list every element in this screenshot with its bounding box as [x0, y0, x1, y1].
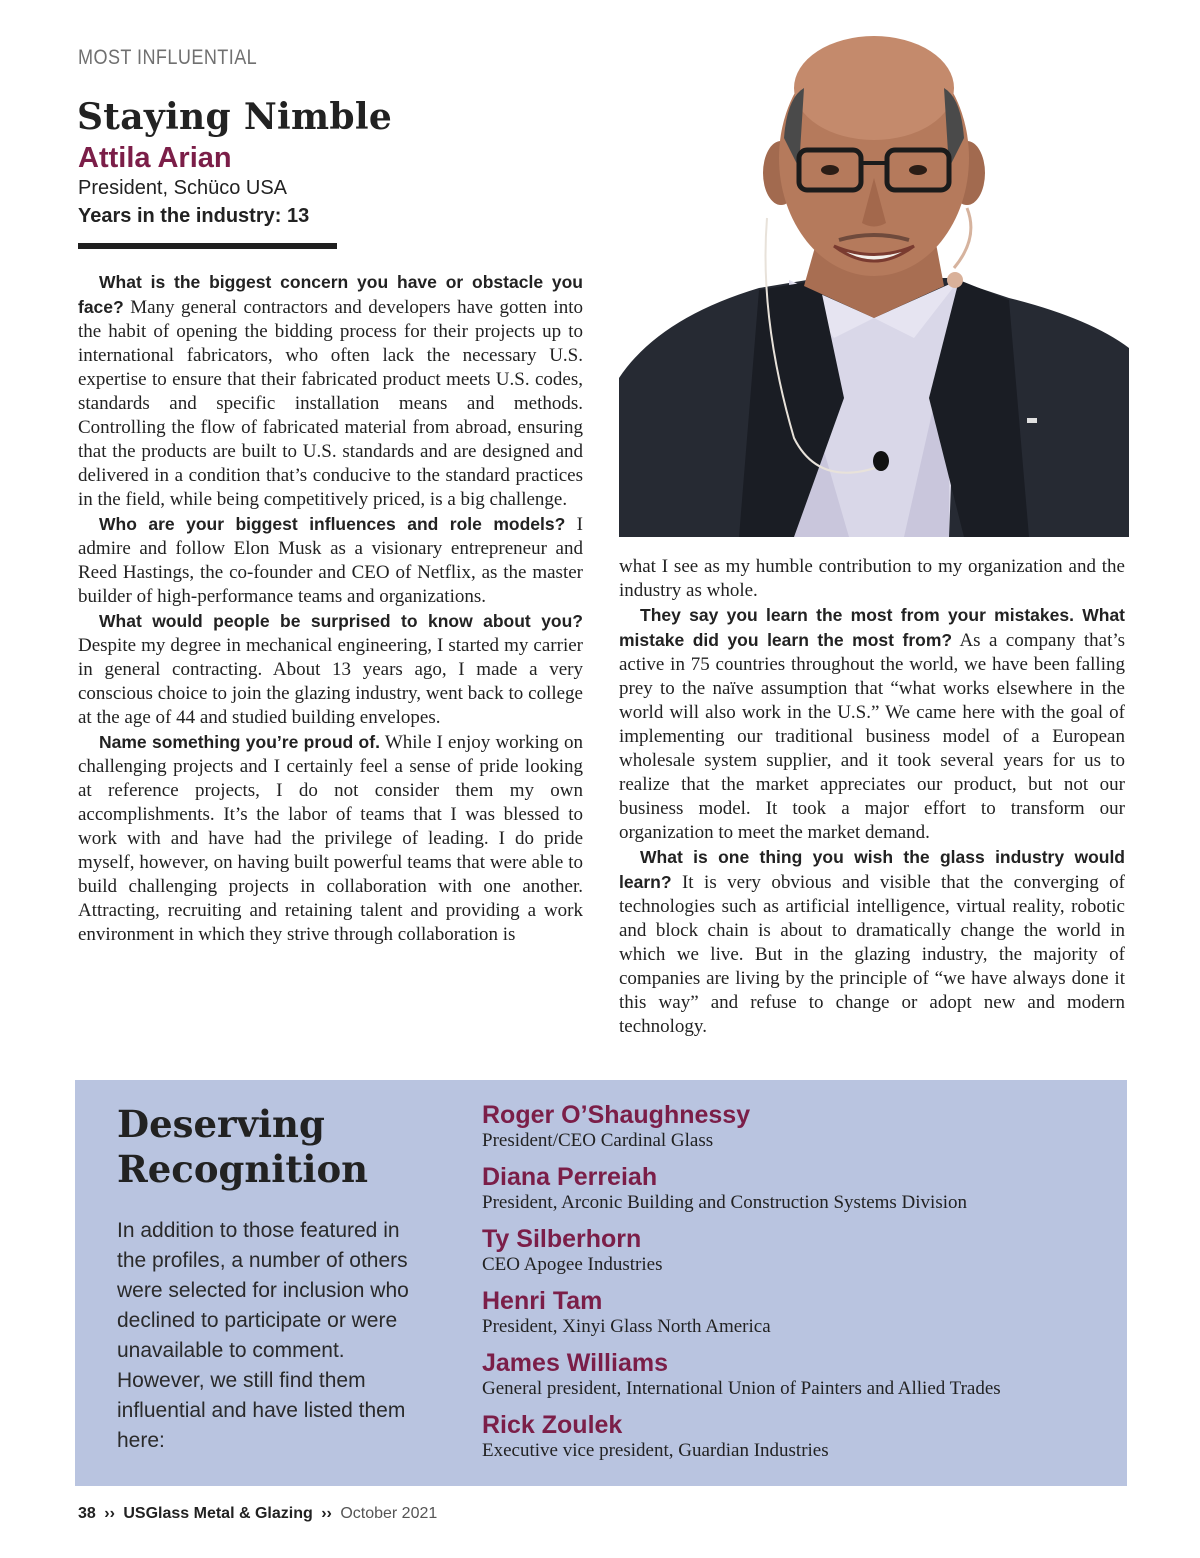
- qa-answer: As a company that’s active in 75 countries throughout the world, we have been falling prey to the naïve assumption that “what works elsewhere in the world will also work in the U.S.” We came here with the goal of implementing our traditional business model of a European wholesale system supplier, and it took several years for us to realize that the market appreciates our product, but not our business model. It took a major effort to transform our organization to meet the market demand.: [619, 630, 1126, 843]
- qa-question: What is the biggest concern you have or obstacle you face?: [78, 272, 583, 317]
- footer-separator: ››: [104, 1505, 115, 1522]
- footer-separator: ››: [321, 1505, 332, 1522]
- recognition-title-line1: Deserving: [117, 1102, 325, 1146]
- honoree-name: Roger O’Shaughnessy: [482, 1101, 751, 1129]
- recognition-title: [117, 1102, 368, 1192]
- honoree: [482, 1100, 750, 1152]
- qa-answer: Despite my degree in mechanical engineering, I started my carrier in general contracting. About 13 years ago, I made a very conscious choice to join the glazing industry, went back to college at the age of 44 and studied building envelopes.: [78, 635, 583, 728]
- honoree-title: CEO Apogee Industries: [482, 1254, 663, 1275]
- qa-answer: I admire and follow Elon Musk as a visionary entrepreneur and Reed Hastings, the co-founder and CEO of Netflix, as the master builder of high-performance teams and organizations.: [78, 514, 583, 607]
- honoree-name: Ty Silberhorn: [482, 1225, 642, 1253]
- page-number: 38: [78, 1505, 96, 1522]
- qa-question: What would people be surprised to know about you?: [99, 611, 583, 631]
- qa-question: Who are your biggest influences and role models?: [99, 514, 566, 534]
- qa-question: What is one thing you wish the glass industry would learn?: [619, 847, 1125, 892]
- profile-years: Years in the industry: 13: [78, 205, 310, 227]
- qa-question: Name something you’re proud of.: [99, 732, 380, 752]
- honoree-name: Diana Perreiah: [482, 1163, 658, 1191]
- article-title: Staying Nimble: [77, 96, 393, 138]
- profile-role: President, Schüco USA: [78, 177, 287, 199]
- qa-item: [78, 512, 583, 609]
- portrait-photo: [619, 18, 1129, 537]
- article-column-right: [619, 555, 1125, 1039]
- qa-answer: It is very obvious and visible that the converging of technologies such as artificial intelligence, virtual reality, robotic and block chain is about to dramatically change the world in which we live. But in the glazing industry, the majority of companies are living by the principle of “we have always done it this way” and refuse to change or adopt new and modern technology.: [619, 872, 1126, 1037]
- honoree-title: President, Xinyi Glass North America: [482, 1316, 771, 1337]
- magazine-name: USGlass Metal & Glazing: [123, 1505, 313, 1522]
- section-label: MOST INFLUENTIAL: [78, 46, 258, 69]
- qa-item: [78, 609, 583, 730]
- qa-answer: While I enjoy working on challenging projects and I certainly feel a sense of pride looking at reference projects, I do not consider them my own accomplishments. It’s the labor of teams that I was blessed to work with and have had the privilege of leading. I do pride myself, however, on having built powerful teams that were able to build challenging projects in collaboration with one another. Attracting, recruiting and retaining talent and providing a work environment in which they strive through collaboration is: [78, 732, 583, 945]
- honoree: [482, 1162, 967, 1214]
- page-footer: [78, 1505, 437, 1523]
- qa-answer: Many general contractors and developers have gotten into the habit of opening the bidding process for their projects up to international fabricators, who often lack the necessary U.S. expertise to ensure that their fabricated product meets U.S. codes, standards and specific installation means and methods. Controlling the flow of fabricated material from abroad, ensuring that the products are built to U.S. standards and are designed and delivered in a condition that’s conducive to the standard practices in the field, while being competitively priced, is a big challenge.: [78, 297, 583, 510]
- qa-answer-continued: what I see as my humble contribution to my organization and the industry as whole.: [619, 556, 1125, 601]
- article-column-left: [78, 270, 583, 947]
- honoree-title: Executive vice president, Guardian Industries: [482, 1440, 829, 1461]
- qa-item: [619, 603, 1125, 845]
- qa-item: [619, 845, 1125, 1039]
- issue-date: October 2021: [340, 1505, 438, 1522]
- title-rule: [78, 243, 337, 249]
- honoree-name: James Williams: [482, 1349, 668, 1377]
- recognition-description: In addition to those featured in the profiles, a number of others were selected for inclusion who declined to participate or were unavailable to comment. However, we still find them influential and have listed them here:: [117, 1219, 409, 1452]
- qa-question: They say you learn the most from your mistakes. What mistake did you learn the most from?: [619, 605, 1125, 650]
- honoree-title: President/CEO Cardinal Glass: [482, 1130, 714, 1151]
- honoree: [482, 1224, 662, 1276]
- honoree-name: Henri Tam: [482, 1287, 603, 1315]
- recognition-box: [75, 1080, 1127, 1486]
- honoree-title: President, Arconic Building and Construction Systems Division: [482, 1192, 968, 1213]
- honoree-name: Rick Zoulek: [482, 1411, 623, 1439]
- profile-name: Attila Arian: [78, 142, 232, 174]
- qa-item: [78, 730, 583, 947]
- honoree: [482, 1348, 1001, 1400]
- honoree: [482, 1286, 771, 1338]
- honoree-title: General president, International Union of Painters and Allied Trades: [482, 1378, 1001, 1399]
- recognition-title-line2: Recognition: [117, 1147, 369, 1191]
- honoree: [482, 1410, 829, 1462]
- qa-item: [78, 270, 583, 512]
